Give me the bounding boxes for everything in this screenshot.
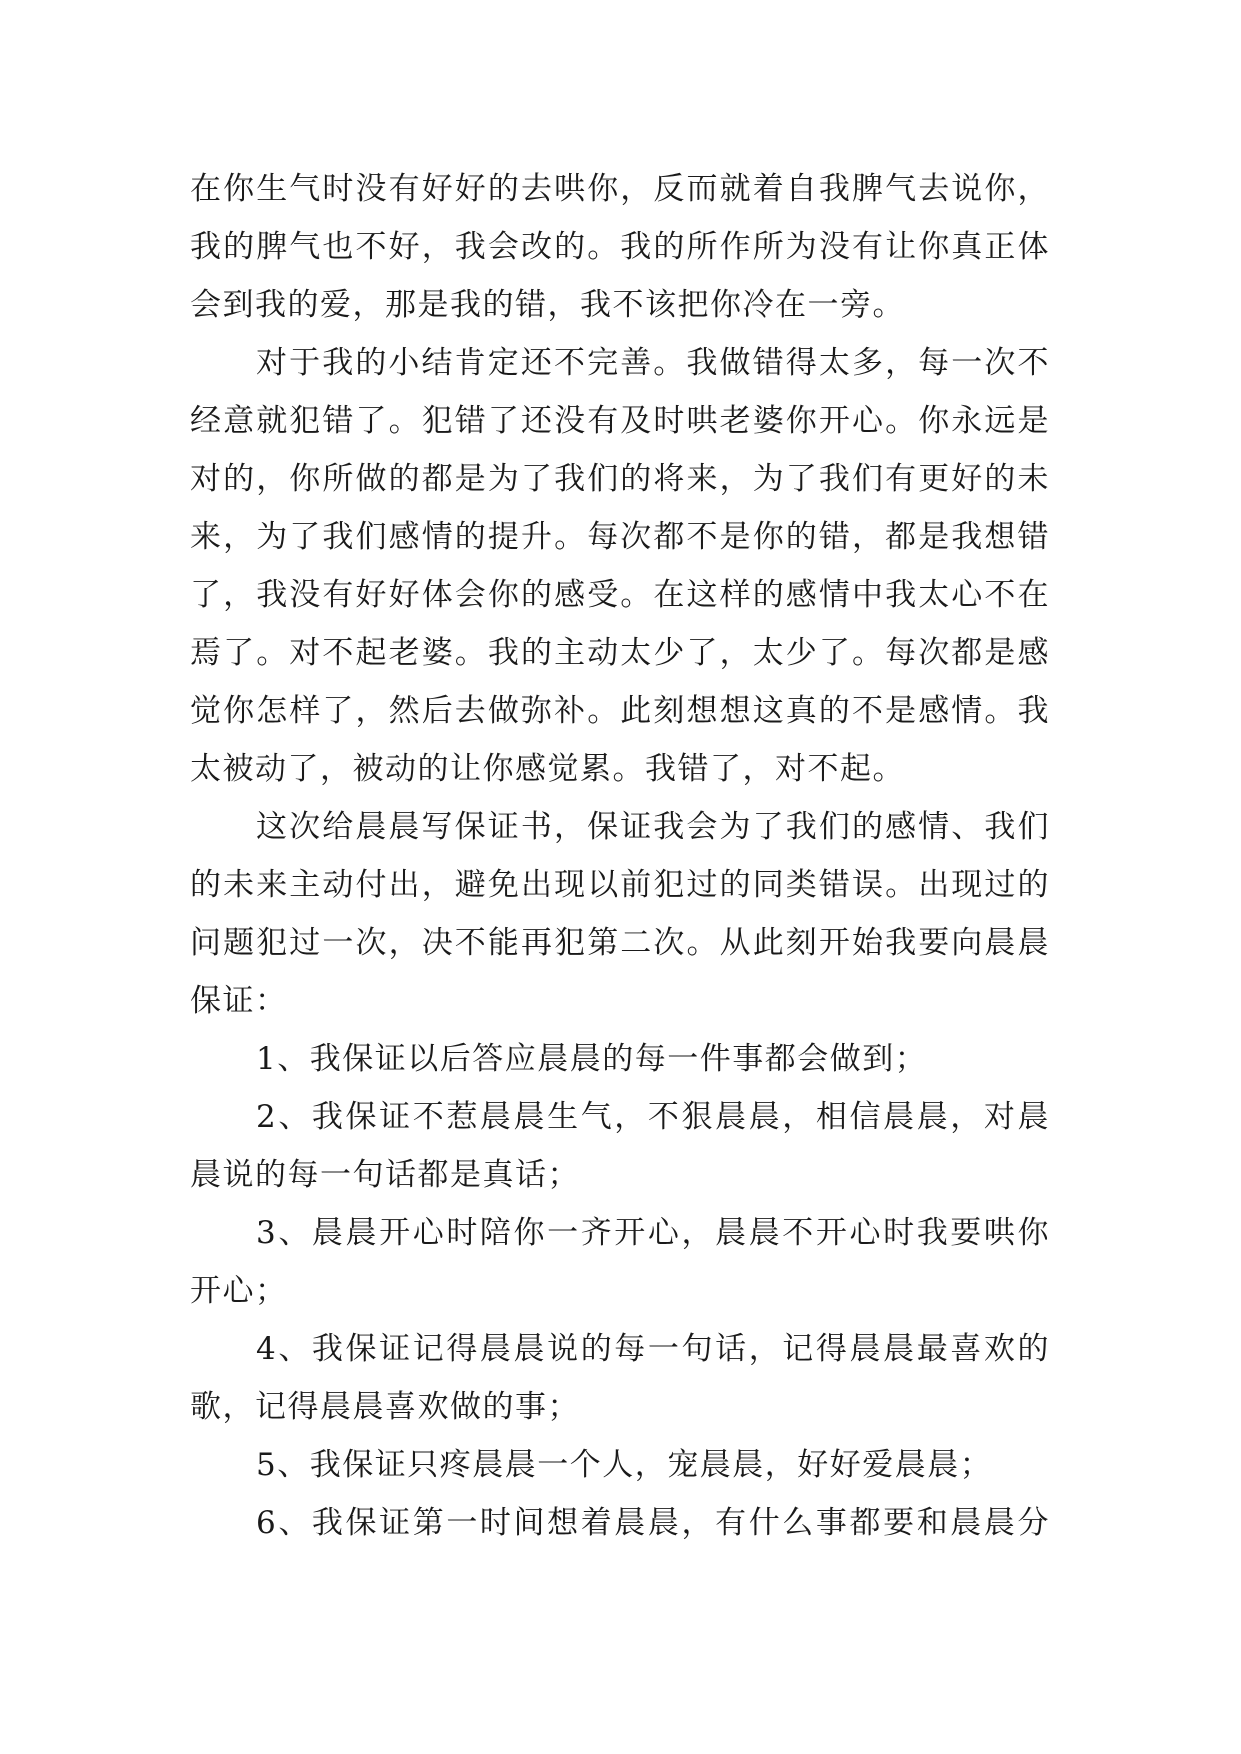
- text-line: 1、我保证以后答应晨晨的每一件事都会做到；: [256, 1041, 928, 1077]
- text-line: 太被动了，被动的让你感觉累。我错了，对不起。: [190, 751, 905, 787]
- text-line: 保证：: [190, 983, 288, 1019]
- text-line: 觉你怎样了，然后去做弥补。此刻想想这真的不是感情。我: [190, 693, 1050, 729]
- text-line: 5、我保证只疼晨晨一个人，宠晨晨，好好爱晨晨；: [256, 1447, 993, 1483]
- text-line: 对于我的小结肯定还不完善。我做错得太多，每一次不: [256, 345, 1050, 381]
- text-line: 晨说的每一句话都是真话；: [190, 1157, 580, 1193]
- text-line: 来，为了我们感情的提升。每次都不是你的错，都是我想错: [190, 519, 1050, 555]
- text-line: 会到我的爱，那是我的错，我不该把你冷在一旁。: [190, 287, 905, 323]
- text-line: 在你生气时没有好好的去哄你，反而就着自我脾气去说你，: [190, 171, 1050, 207]
- text-line: 2、我保证不惹晨晨生气，不狠晨晨，相信晨晨，对晨: [256, 1099, 1050, 1135]
- text-line: 6、我保证第一时间想着晨晨，有什么事都要和晨晨分: [256, 1505, 1050, 1541]
- text-line: 对的，你所做的都是为了我们的将来，为了我们有更好的未: [190, 461, 1050, 497]
- text-line: 的未来主动付出，避免出现以前犯过的同类错误。出现过的: [190, 867, 1050, 903]
- text-line: 经意就犯错了。犯错了还没有及时哄老婆你开心。你永远是: [190, 403, 1050, 439]
- text-line: 这次给晨晨写保证书，保证我会为了我们的感情、我们: [256, 809, 1050, 845]
- text-line: 焉了。对不起老婆。我的主动太少了，太少了。每次都是感: [190, 635, 1050, 671]
- text-line: 歌，记得晨晨喜欢做的事；: [190, 1389, 580, 1425]
- text-line: 我的脾气也不好，我会改的。我的所作所为没有让你真正体: [190, 229, 1050, 265]
- text-line: 问题犯过一次，决不能再犯第二次。从此刻开始我要向晨晨: [190, 925, 1050, 961]
- document-body: [190, 160, 1050, 1552]
- text-line: 4、我保证记得晨晨说的每一句话，记得晨晨最喜欢的: [256, 1331, 1050, 1367]
- text-line: 了，我没有好好体会你的感受。在这样的感情中我太心不在: [190, 577, 1050, 613]
- text-line: 开心；: [190, 1273, 288, 1309]
- text-line: 3、晨晨开心时陪你一齐开心，晨晨不开心时我要哄你: [256, 1215, 1050, 1251]
